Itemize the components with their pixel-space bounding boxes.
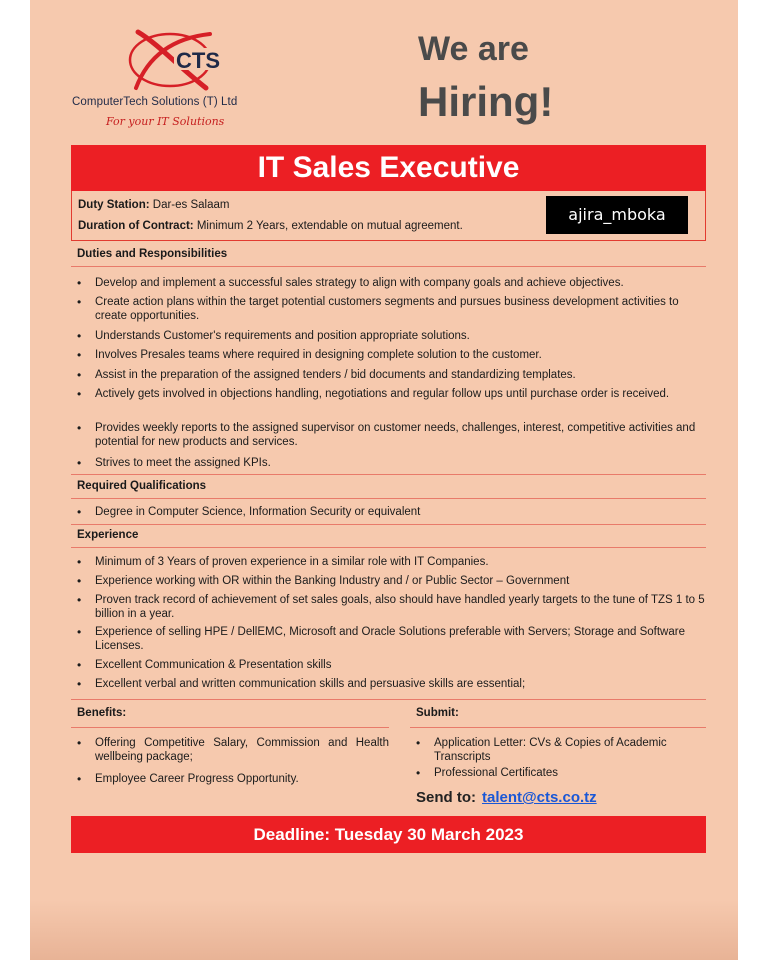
watermark-badge: ajira_mboka (546, 196, 688, 234)
duty-station-line (78, 199, 229, 211)
list-item: • Excellent Communication & Presentation skills (71, 658, 706, 672)
submit-heading: Submit: (416, 707, 459, 719)
company-tagline: For your IT Solutions (106, 115, 225, 128)
send-to-label: Send to: (416, 789, 476, 806)
poster-bottom-shade (30, 900, 738, 960)
send-to-line (416, 789, 597, 806)
contract-duration-value: Minimum 2 Years, extendable on mutual agreement. (196, 220, 463, 232)
list-item: • Assist in the preparation of the assigned tenders / bid documents and standardizing templates. (71, 368, 706, 382)
list-item: • Employee Career Progress Opportunity. (71, 772, 389, 786)
experience-heading: Experience (77, 529, 139, 541)
job-poster (30, 0, 738, 960)
email-link[interactable]: talent@cts.co.tz (482, 789, 597, 806)
list-item: • Minimum of 3 Years of proven experience in a similar role with IT Companies. (71, 555, 706, 569)
company-logo (68, 26, 288, 136)
qualifications-heading: Required Qualifications (77, 480, 207, 492)
list-item: • Experience working with OR within the Banking Industry and / or Public Sector – Government (71, 574, 706, 588)
hiring-line-2: Hiring! (418, 78, 554, 125)
list-item: • Understands Customer's requirements and position appropriate solutions. (71, 329, 706, 343)
list-item: • Proven track record of achievement of set sales goals, also should have handled yearly targets to the tune of TZS 1 to 5 billion in a year. (71, 593, 706, 621)
contract-duration-label: Duration of Contract: (78, 220, 194, 232)
deadline-banner: Deadline: Tuesday 30 March 2023 (71, 816, 706, 853)
list-item: • Develop and implement a successful sales strategy to align with company goals and achieve objectives. (71, 276, 706, 290)
divider (71, 524, 706, 525)
divider (71, 474, 706, 475)
divider (71, 498, 706, 499)
divider (71, 699, 706, 700)
duties-heading: Duties and Responsibilities (77, 248, 228, 260)
list-item: • Strives to meet the assigned KPIs. (71, 456, 706, 470)
list-item: • Application Letter: CVs & Copies of Academic Transcripts (410, 736, 706, 764)
duty-station-label: Duty Station: (78, 199, 150, 211)
contract-duration-line (78, 220, 463, 232)
list-item: • Actively gets involved in objections handling, negotiations and regular follow ups until purchase order is received. (71, 387, 706, 401)
divider (71, 727, 389, 728)
list-item: • Create action plans within the target potential customers segments and pursues business development activities to create opportunities. (71, 295, 706, 323)
benefits-heading: Benefits: (77, 707, 127, 719)
logo-letters: CTS (176, 48, 220, 73)
company-name: ComputerTech Solutions (T) Ltd (72, 96, 238, 108)
list-item: • Excellent verbal and written communication skills and persuasive skills are essential; (71, 677, 706, 691)
list-item: • Degree in Computer Science, Information Security or equivalent (71, 505, 706, 519)
divider (71, 547, 706, 548)
hiring-line-1: We are (418, 30, 529, 68)
list-item: • Involves Presales teams where required in designing complete solution to the customer. (71, 348, 706, 362)
divider (71, 266, 706, 267)
divider (410, 727, 706, 728)
list-item: • Offering Competitive Salary, Commission and Health wellbeing package; (71, 736, 389, 764)
cts-logo-icon (118, 26, 258, 96)
list-item: • Professional Certificates (410, 766, 706, 780)
duty-station-value: Dar-es Salaam (152, 199, 230, 211)
list-item: • Provides weekly reports to the assigned supervisor on customer needs, challenges, interest, competitive activities and potential for new products and services. (71, 421, 706, 449)
job-title-banner: IT Sales Executive (71, 145, 706, 191)
list-item: • Experience of selling HPE / DellEMC, Microsoft and Oracle Solutions preferable with Servers; Storage and Software Licenses. (71, 625, 706, 653)
